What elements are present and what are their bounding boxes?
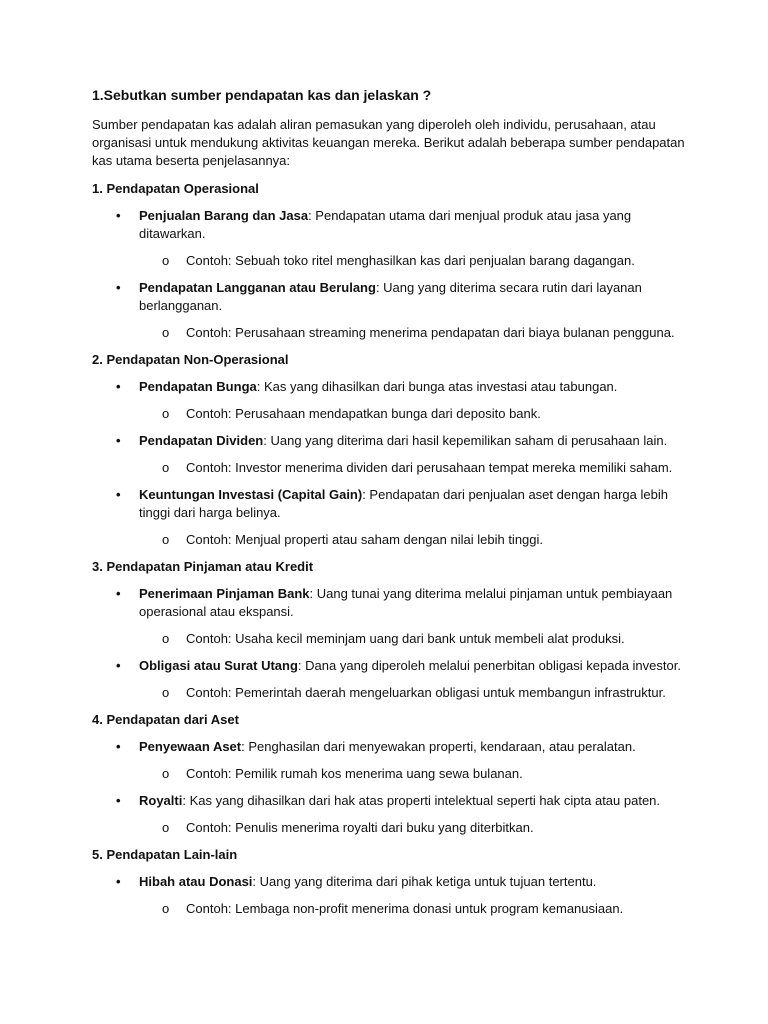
section-title: 5. Pendapatan Lain-lain <box>92 847 238 862</box>
item-term: Obligasi atau Surat Utang <box>139 658 298 673</box>
list-item <box>92 486 692 522</box>
item-description: : Kas yang dihasilkan dari bunga atas investasi atau tabungan. <box>256 379 618 394</box>
example-text: Contoh: Investor menerima dividen dari perusahaan tempat mereka memiliki saham. <box>186 460 673 475</box>
example-text: Contoh: Usaha kecil meminjam uang dari bank untuk membeli alat produksi. <box>186 631 625 646</box>
example-item <box>92 684 692 702</box>
item-term: Hibah atau Donasi <box>139 874 253 889</box>
item-description: : Pendapatan utama dari menjual produk atau jasa yang ditawarkan. <box>139 208 632 241</box>
example-item <box>92 630 692 648</box>
sub-bullet-icon: o <box>162 532 170 547</box>
example-item <box>92 765 692 783</box>
example-text: Contoh: Penulis menerima royalti dari buku yang diterbitkan. <box>186 820 534 835</box>
list-item <box>92 432 692 450</box>
item-description: : Uang yang diterima dari hasil kepemilikan saham di perusahaan lain. <box>263 433 668 448</box>
bullet-icon: • <box>116 658 121 673</box>
item-term: Pendapatan Bunga <box>139 379 257 394</box>
item-description: : Uang tunai yang diterima melalui pinjaman untuk pembiayaan operasional atau ekspansi. <box>139 586 673 619</box>
bullet-icon: • <box>116 586 121 601</box>
sections-container <box>92 180 692 918</box>
example-item <box>92 531 692 549</box>
document-heading: 1.Sebutkan sumber pendapatan kas dan jelaskan ? <box>92 87 432 103</box>
list-item <box>92 657 692 675</box>
example-text: Contoh: Perusahaan streaming menerima pendapatan dari biaya bulanan pengguna. <box>186 325 675 340</box>
item-term: Penjualan Barang dan Jasa <box>139 208 309 223</box>
section-title: 1. Pendapatan Operasional <box>92 181 259 196</box>
item-term: Pendapatan Dividen <box>139 433 264 448</box>
bullet-icon: • <box>116 433 121 448</box>
bullet-icon: • <box>116 874 121 889</box>
sub-bullet-icon: o <box>162 406 170 421</box>
section-title: 2. Pendapatan Non-Operasional <box>92 352 289 367</box>
list-item <box>92 738 692 756</box>
bullet-icon: • <box>116 487 121 502</box>
sub-bullet-icon: o <box>162 631 170 646</box>
sub-bullet-icon: o <box>162 325 170 340</box>
list-item <box>92 792 692 810</box>
list-item <box>92 873 692 891</box>
example-item <box>92 405 692 423</box>
sub-bullet-icon: o <box>162 685 170 700</box>
sub-bullet-icon: o <box>162 460 170 475</box>
item-term: Royalti <box>139 793 183 808</box>
sub-bullet-icon: o <box>162 766 170 781</box>
item-description: : Dana yang diperoleh melalui penerbitan obligasi kepada investor. <box>297 658 681 673</box>
example-text: Contoh: Perusahaan mendapatkan bunga dari deposito bank. <box>186 406 541 421</box>
document-page <box>92 86 692 927</box>
list-item <box>92 585 692 621</box>
sub-bullet-icon: o <box>162 901 170 916</box>
item-term: Penyewaan Aset <box>139 739 242 754</box>
bullet-icon: • <box>116 379 121 394</box>
section-title: 3. Pendapatan Pinjaman atau Kredit <box>92 559 314 574</box>
intro-paragraph: Sumber pendapatan kas adalah aliran pemasukan yang diperoleh oleh individu, perusahaan, atau organisasi untuk mendukung aktivitas keuangan mereka. Berikut adalah beberapa sumber pendapatan kas utama beserta penjelasannya: <box>92 117 685 168</box>
bullet-icon: • <box>116 208 121 223</box>
example-item <box>92 900 692 918</box>
item-term: Penerimaan Pinjaman Bank <box>139 586 310 601</box>
sub-bullet-icon: o <box>162 253 170 268</box>
item-description: : Uang yang diterima secara rutin dari layanan berlangganan. <box>139 280 642 313</box>
item-description: : Pendapatan dari penjualan aset dengan harga lebih tinggi dari harga belinya. <box>139 487 668 520</box>
example-text: Contoh: Pemerintah daerah mengeluarkan obligasi untuk membangun infrastruktur. <box>186 685 666 700</box>
example-item <box>92 324 692 342</box>
example-item <box>92 252 692 270</box>
item-description: : Uang yang diterima dari pihak ketiga untuk tujuan tertentu. <box>252 874 597 889</box>
example-text: Contoh: Menjual properti atau saham dengan nilai lebih tinggi. <box>186 532 544 547</box>
list-item <box>92 207 692 243</box>
list-item <box>92 279 692 315</box>
item-description: : Kas yang dihasilkan dari hak atas properti intelektual seperti hak cipta atau paten. <box>182 793 661 808</box>
example-item <box>92 459 692 477</box>
bullet-icon: • <box>116 739 121 754</box>
sub-bullet-icon: o <box>162 820 170 835</box>
item-description: : Penghasilan dari menyewakan properti, kendaraan, atau peralatan. <box>241 739 636 754</box>
section-title: 4. Pendapatan dari Aset <box>92 712 239 727</box>
list-item <box>92 378 692 396</box>
example-item <box>92 819 692 837</box>
example-text: Contoh: Sebuah toko ritel menghasilkan kas dari penjualan barang dagangan. <box>186 253 635 268</box>
item-term: Keuntungan Investasi (Capital Gain) <box>139 487 363 502</box>
bullet-icon: • <box>116 793 121 808</box>
bullet-icon: • <box>116 280 121 295</box>
example-text: Contoh: Lembaga non-profit menerima donasi untuk program kemanusiaan. <box>186 901 624 916</box>
item-term: Pendapatan Langganan atau Berulang <box>139 280 376 295</box>
example-text: Contoh: Pemilik rumah kos menerima uang sewa bulanan. <box>186 766 523 781</box>
